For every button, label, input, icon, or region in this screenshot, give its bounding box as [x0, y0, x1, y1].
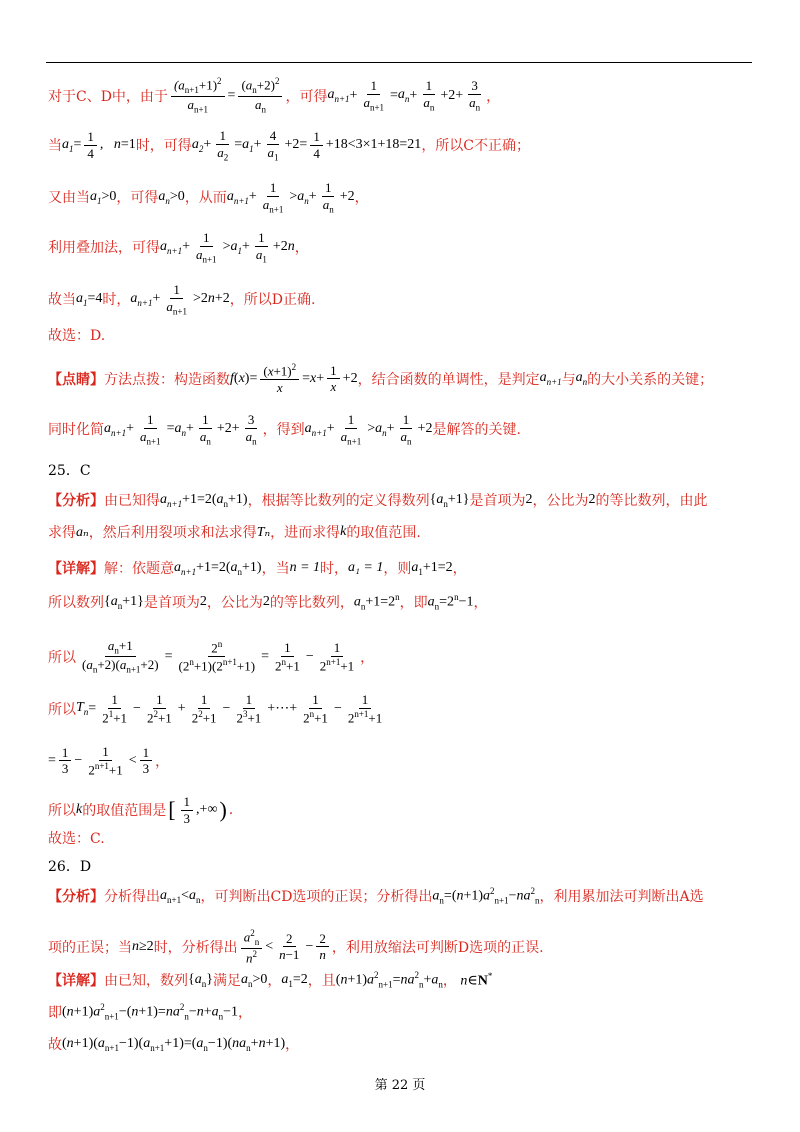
text-line-21: 即 $(n+1)a^2_{n+1}-(n+1)=na^2_n-n+a_n-1$ ， [48, 1002, 253, 1022]
text-line-1: 对于C、D中，由于 $\frac{(a_{n+1}+1)^2}{a_{n+1}}$ = $\frac{(a_n+2)^2}{a_n}$ ，可得 $a_{n+1}$ + $\frac{1}{a_{n+1}}$ = $a_n$ + $\frac{1}{a_n}$ +2+ $\frac{3}{a_n}$ ， [48, 76, 501, 115]
text-line-3: 又由当 $a_1$ >0 ，可得 $a_n$ >0 ，从而 $a_{n+1}$ + $\frac{1}{a_{n+1}}$ > $a_n$ + $\frac{1}{a_n}$ +2 ， [48, 180, 369, 215]
text-line-4: 利用叠加法，可得 $a_{n+1}$ + $\frac{1}{a_{n+1}}$ > $a_1$ + $\frac{1}{a_1}$ +2n ， [48, 230, 309, 265]
text-line-2: 当 $a_1$ = $\frac{1}{4}$ , n =1 时，可得 $a_2$ + $\frac{1}{a_2}$ = $a_1$ + $\frac{4}{a_1}$ +2= $\frac{1}{4}$ +18<3×1+18=21 ，所以C不正确； [48, 128, 531, 163]
text-line-7: 【点睛】 方法点拨：构造函数 f (x)= $\frac{(x+1)^2}{x}$ =x+ $\frac{1}{x}$ +2 ，结合函数的单调性，是判定 $a_{n+1}$ 与 $a_n$ 的大小关系的关键； [48, 362, 714, 395]
text-line-10: 求得 aₙ ，然后利用裂项求和法求得 Tₙ ，进而求得 k 的取值范围. [48, 524, 421, 541]
question-25-heading: 25．C [48, 463, 91, 479]
text-line-22: 故 $(n+1)(a_{n+1}-1)(a_{n+1}+1)=(a_n-1)(na_n+n+1)$ ， [48, 1035, 300, 1053]
text-line-18: 【分析】 分析得出 $a_{n+1}<a_n$ ，可判断出CD选项的正误；分析得出 $a_n=(n+1)a^2_{n+1}-na^2_n$ ，利用累加法可判断出A选 [48, 886, 704, 906]
text-line-12: 所以数列 $\{a_n+1\}$ 是首项为 2 ，公比为 2 的等比数列， $a_n+1=2^n$ ，即 $a_n=2^n-1$ ， [48, 592, 488, 612]
answer-line-d: 故选：D. [48, 328, 106, 344]
text-line-5: 故当 $a_1$ =4 时， $a_{n+1}$ + $\frac{1}{a_{n+1}}$ >2n+2 ，所以D正确. [48, 282, 316, 317]
answer-line-c: 故选：C. [48, 831, 105, 847]
page-footer: 第 22 页 [374, 1078, 426, 1093]
text-line-20: 【详解】 由已知，数列 $\{a_n\}$ 满足 $a_n>0$ ， $a_1=2$ ，且 $(n+1)a^2_{n+1}=na^2_n+a_n$ ， n∈N* [48, 970, 493, 990]
text-line-13: 所以 $\frac{a_n+1}{(a_n+2)(a_{n+1}+2)}$ = $\frac{2^n}{(2^n+1)(2^{n+1}+1)}$ = $\frac{1}{2^n+1}$ − $\frac{1}{2^{n+1}+1}$ ， [48, 638, 375, 675]
question-26-heading: 26．D [48, 859, 92, 875]
text-line-14: 所以 $T_n$ = $\frac{1}{2^1+1}$ − $\frac{1}{2^2+1}$ + $\frac{1}{2^2+1}$ − $\frac{1}{2^3+1}$ +⋯+ $\frac{1}{2^n+1}$ − $\frac{1}{2^{n+1}+1}$ [48, 692, 383, 725]
text-line-19: 项的正误；当 n≥2 时，分析得出 $\frac{a^2_n}{n^2}$ < $\frac{2}{n-1}$ − $\frac{2}{n}$ ，利用放缩法可判断D选项的正误. [48, 928, 544, 966]
text-line-8: 同时化简 $a_{n+1}$ + $\frac{1}{a_{n+1}}$ = $a_n$ + $\frac{1}{a_n}$ +2+ $\frac{3}{a_n}$ ，得到 $a_{n+1}$ + $\frac{1}{a_{n+1}}$ > $a_n$ + $\frac{1}{a_n}$ +2 是解答的关键. [48, 412, 521, 447]
text-line-16: 所以 k 的取值范围是 [ $\frac{1}{3}$ ,+∞ ) . [48, 794, 234, 826]
text-line-9: 【分析】 由已知得 $a_{n+1}$ $+1=2(a_n+1)$ ，根据等比数列的定义得数列 $\{a_n+1\}$ 是首项为 2 ，公比为 2 的等比数列，由此 [48, 491, 708, 509]
text-line-11: 【详解】 解：依题意 $a_{n+1}$ $+1=2(a_n+1)$ ，当 n = 1 时， a₁ = 1 ，则 $a_1+1=2$ ， [48, 559, 467, 577]
text-line-15: = $\frac{1}{3}$ − $\frac{1}{2^{n+1}+1}$ < $\frac{1}{3}$ ， [48, 744, 170, 777]
header-rule [46, 62, 752, 63]
